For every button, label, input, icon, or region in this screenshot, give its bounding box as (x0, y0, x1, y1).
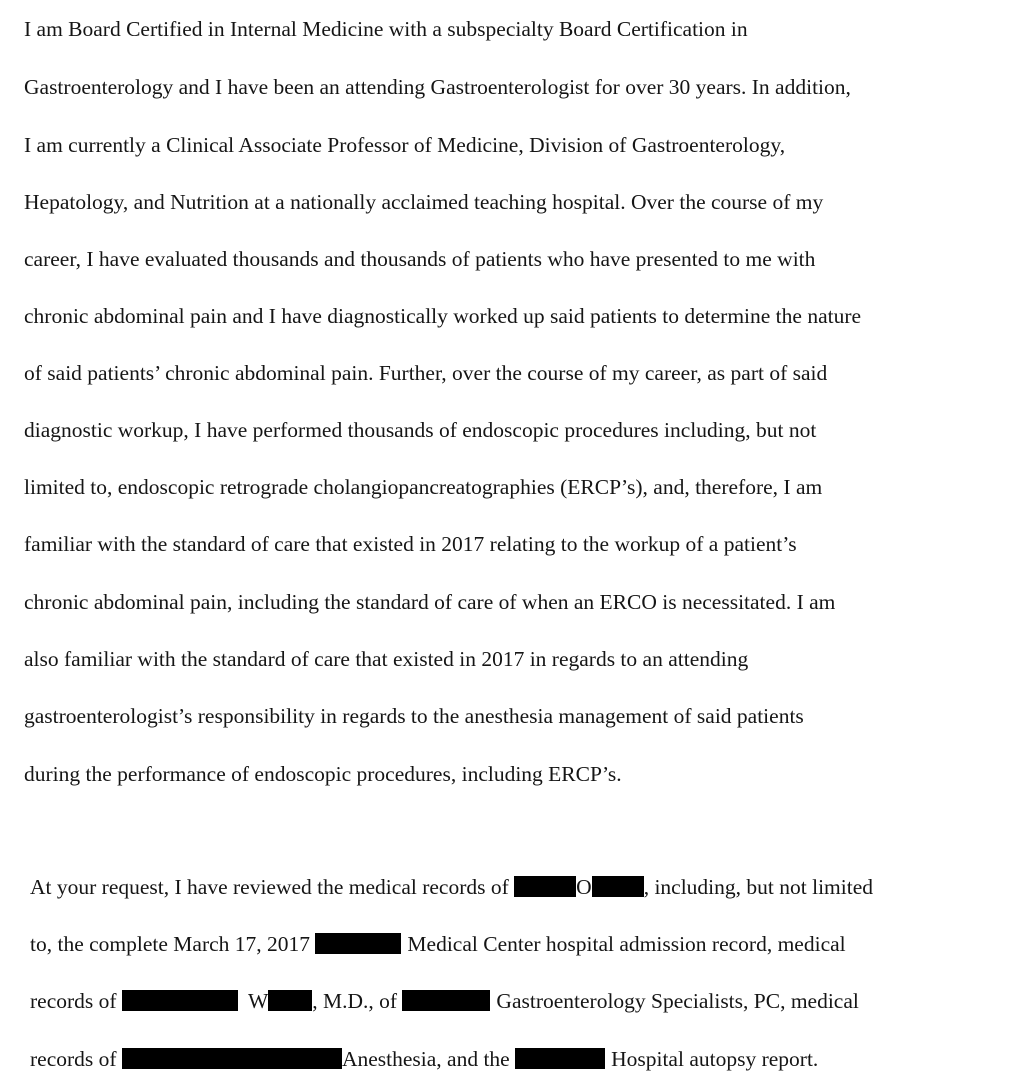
text-line: Hepatology, and Nutrition at a nationally acclaimed teaching hospital. Over the course of my (24, 190, 824, 214)
text-line: chronic abdominal pain, including the standard of care of when an ERCO is necessitated. I am (24, 590, 836, 614)
redaction-box (402, 990, 490, 1011)
text-line (30, 1046, 818, 1072)
text-segment: Medical Center hospital admission record, medical (407, 932, 846, 956)
text-line (30, 874, 873, 900)
text-line: limited to, endoscopic retrograde cholangiopancreatographies (ERCP’s), and, therefore, I am (24, 475, 823, 499)
text-segment: records of (30, 1047, 122, 1071)
text-line: familiar with the standard of care that existed in 2017 relating to the workup of a patient’s (24, 532, 797, 556)
text-line: Gastroenterology and I have been an attending Gastroenterologist for over 30 years. In addition, (24, 75, 851, 99)
text-segment: records of (30, 989, 122, 1013)
text-segment: Gastroenterology Specialists, PC, medical (496, 989, 859, 1013)
text-segment: W (247, 989, 269, 1013)
text-line: gastroenterologist’s responsibility in regards to the anesthesia management of said patients (24, 704, 804, 728)
text-line: also familiar with the standard of care that existed in 2017 in regards to an attending (24, 647, 749, 671)
text-line: diagnostic workup, I have performed thousands of endoscopic procedures including, but not (24, 418, 817, 442)
text-line: of said patients’ chronic abdominal pain. Further, over the course of my career, as part of said (24, 361, 828, 385)
redaction-box (122, 1048, 342, 1069)
text-segment: Hospital autopsy report. (611, 1047, 819, 1071)
redaction-box (592, 876, 644, 897)
redaction-box (268, 990, 312, 1011)
text-segment: , M.D., of (312, 989, 403, 1013)
text-line (30, 931, 846, 957)
text-line: career, I have evaluated thousands and thousands of patients who have presented to me with (24, 247, 816, 271)
redaction-box (515, 1048, 605, 1069)
redaction-box (514, 876, 576, 897)
text-line: I am Board Certified in Internal Medicine with a subspecialty Board Certification in (24, 17, 748, 41)
text-segment: At your request, I have reviewed the medical records of (30, 875, 515, 899)
text-line: chronic abdominal pain and I have diagnostically worked up said patients to determine the nature (24, 304, 862, 328)
text-segment: Anesthesia, and the (341, 1047, 516, 1071)
text-segment: O (576, 875, 592, 899)
text-line: during the performance of endoscopic procedures, including ERCP’s. (24, 762, 622, 786)
text-line: I am currently a Clinical Associate Professor of Medicine, Division of Gastroenterology, (24, 133, 786, 157)
text-line (30, 988, 859, 1014)
redaction-box (315, 933, 401, 954)
redaction-box (122, 990, 238, 1011)
text-segment: to, the complete March 17, 2017 (30, 932, 316, 956)
text-segment: , including, but not limited (643, 875, 874, 899)
